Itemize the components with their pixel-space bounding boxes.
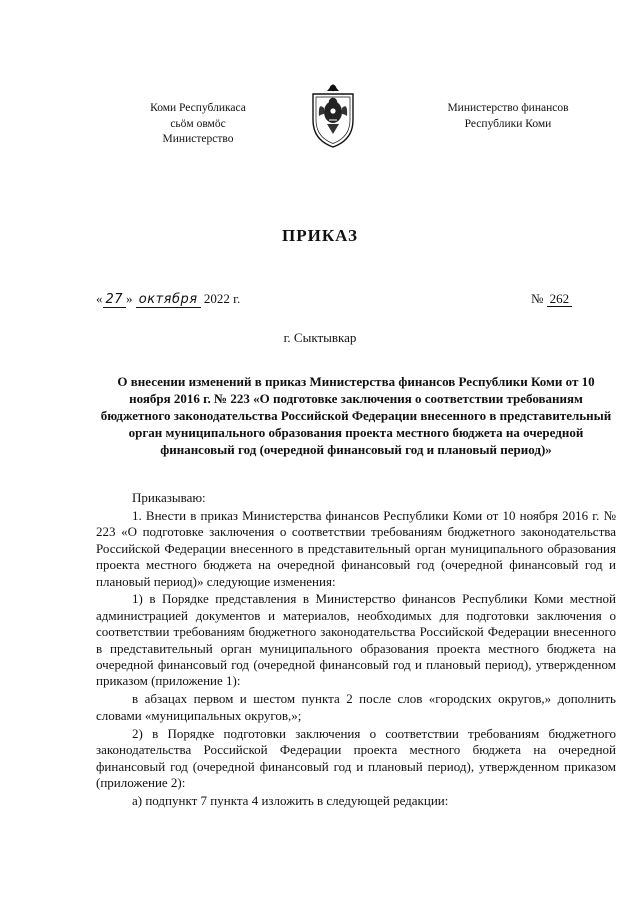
- body-intro: Приказываю:: [132, 490, 206, 505]
- header-right-block: [428, 101, 588, 132]
- header-right-line-1: Министерство финансов: [447, 102, 569, 114]
- order-subject: О внесении изменений в приказ Министерства финансов Республики Коми от 10 ноября 2016 г. № 223 «О подготовке заключения о соответствии требованиям бюджетного законодательства Российской Федерации внесенного в представительный орган муниципального образования проекта местного бюджета на очередной финансовый год (очередной финансовый год и плановый период)»: [100, 374, 612, 457]
- number-label: №: [531, 291, 544, 306]
- body-paragraph-4: 2) в Порядке подготовки заключения о соответствии требованиям бюджетного законодательства Российской Федерации проекта местного бюджета на очередной финансовый год (очередной финансовый год и плановый период), утвержденном приказом (приложение 2):: [96, 725, 616, 790]
- body-paragraph-1: 1. Внести в приказ Министерства финансов Республики Коми от 10 ноября 2016 г. № 223 «О подготовке заключения о соответствии требованиям бюджетного законодательства Российской Федерации внесенного в представительный орган муниципального образования проекта местного бюджета на очередной финансовый год (очередной финансовый год и плановый период)» следующие изменения:: [96, 507, 616, 589]
- header-right-line-2: Республики Коми: [464, 117, 552, 130]
- body-paragraph-5: а) подпункт 7 пункта 4 изложить в следующей редакции:: [132, 792, 449, 808]
- date-open-quote: «: [96, 291, 103, 306]
- body-paragraph-3: в абзацах первом и шестом пункта 2 после слов «городских округов,» дополнить словами «муниципальных округов,»;: [96, 691, 616, 723]
- body-paragraph-2: 1) в Порядке представления в Министерство финансов Республики Коми местной администрацией документов и материалов, необходимых для подготовки заключения о соответствии требованиям бюджетного законодательства Российской Федерации внесенного в представительный орган муниципального образования проекта местного бюджета на очередной финансовый год (очередной финансовый год и плановый период), утвержденном приказом (приложение 1):: [96, 591, 616, 689]
- order-body: [96, 490, 616, 811]
- header-left-line-1: Коми Республикаса: [150, 102, 246, 114]
- order-number: [531, 291, 572, 307]
- header-left-line-2: сьӧм овмӧс: [170, 117, 226, 130]
- number-value: 262: [547, 291, 573, 307]
- document-title: ПРИКАЗ: [282, 226, 358, 245]
- header-left-block: [118, 101, 278, 148]
- date-day: 27: [103, 292, 127, 308]
- header-left-line-3: Министерство: [162, 133, 234, 145]
- city: г. Сыктывкар: [283, 330, 357, 345]
- date-month: октября: [136, 292, 201, 308]
- date-close-quote: »: [126, 291, 133, 306]
- order-date: [96, 291, 240, 307]
- coat-of-arms-icon: [307, 80, 359, 150]
- date-year: 2022 г.: [203, 291, 241, 306]
